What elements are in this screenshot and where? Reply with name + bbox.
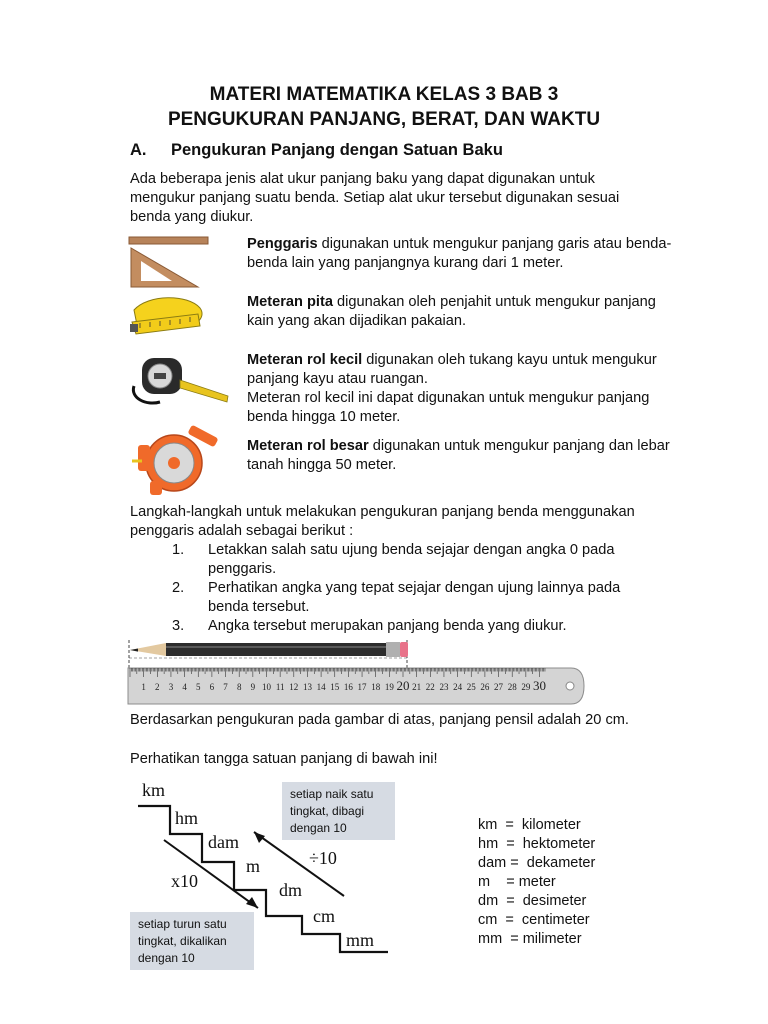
legend-item: hm = hektometer <box>478 836 596 852</box>
intro-paragraph <box>130 170 690 227</box>
ruler-number: 27 <box>494 682 504 692</box>
ruler-number: 17 <box>357 682 367 692</box>
step-text: Perhatikan angka yang tepat sejajar dengan ujung lainnya pada <box>208 580 621 596</box>
tool-line: tanah hingga 50 meter. <box>247 457 397 473</box>
tool-line: Meteran rol kecil ini dapat digunakan untuk mengukur panjang <box>247 390 650 406</box>
tool-text: digunakan oleh penjahit untuk mengukur panjang <box>332 294 656 310</box>
down-note-line: dengan 10 <box>138 951 195 965</box>
document-title-line1: MATERI MATEMATIKA KELAS 3 BAB 3 <box>209 84 559 105</box>
down-note-box <box>130 912 254 970</box>
up-note-box <box>282 782 395 840</box>
steel-ruler-icon <box>128 668 584 704</box>
tool-line: benda hingga 10 meter. <box>247 409 401 425</box>
ruler-number: 6 <box>209 682 215 692</box>
unit-km: km <box>142 780 166 800</box>
ruler-number: 16 <box>343 682 353 692</box>
section-heading: Pengukuran Panjang dengan Satuan Baku <box>171 141 503 159</box>
step-text: Angka tersebut merupakan panjang benda yang diukur. <box>208 618 567 634</box>
step-number: 3. <box>172 618 185 634</box>
ruler-number: 21 <box>412 682 422 692</box>
up-note-line: dengan 10 <box>290 821 347 835</box>
tool-name: Penggaris <box>247 236 318 252</box>
unit-dam: dam <box>208 832 239 852</box>
tool-line <box>247 235 717 254</box>
steps-intro-line: Langkah-langkah untuk melakukan pengukuran panjang benda menggunakan <box>130 504 635 520</box>
legend-item: cm = centimeter <box>478 912 590 928</box>
down-note-line: tingkat, dikalikan <box>138 934 227 948</box>
step-text: benda tersebut. <box>208 599 310 615</box>
unit-cm: cm <box>313 906 335 926</box>
ruler-number: 14 <box>316 682 326 692</box>
ruler-number: 13 <box>302 682 312 692</box>
unit-legend <box>478 816 595 949</box>
step-number: 2. <box>172 580 185 596</box>
ruler-number: 5 <box>196 682 201 692</box>
legend-item: km = kilometer <box>478 817 581 833</box>
up-note-line: setiap naik satu <box>290 787 374 801</box>
unit-mm: mm <box>346 930 375 950</box>
ruler-number: 20 <box>396 678 410 693</box>
section-letter: A. <box>130 141 147 159</box>
step-text: Letakkan salah satu ujung benda sejajar dengan angka 0 pada <box>208 542 615 558</box>
small-tape-measure-icon <box>128 350 232 410</box>
tool-line: panjang kayu atau ruangan. <box>247 371 428 387</box>
tool-small-roll-description <box>247 351 717 427</box>
ruler-number: 2 <box>155 682 160 692</box>
measuring-tape-icon <box>128 290 208 338</box>
ruler-number: 19 <box>384 682 394 692</box>
ruler-number: 18 <box>371 682 381 692</box>
tool-large-roll-description <box>247 437 717 475</box>
tool-tape-description <box>247 293 717 331</box>
tool-line: benda lain yang panjangnya kurang dari 1 meter. <box>247 255 564 271</box>
tool-name: Meteran rol kecil <box>247 352 363 368</box>
ruler-number: 22 <box>425 682 435 692</box>
tool-text: digunakan untuk mengukur panjang garis atau benda- <box>317 236 672 252</box>
ruler-number: 12 <box>289 682 299 692</box>
ruler-number: 8 <box>236 682 242 692</box>
large-tape-measure-icon <box>128 425 222 497</box>
tool-text: digunakan oleh tukang kayu untuk mengukur <box>362 352 657 368</box>
ruler-number: 23 <box>439 682 449 692</box>
ruler-number: 30 <box>533 678 546 693</box>
step-item <box>172 541 692 579</box>
legend-item: dam = dekameter <box>478 855 596 871</box>
tool-text: digunakan untuk mengukur panjang dan lebar <box>368 438 670 454</box>
ladder-intro: Perhatikan tangga satuan panjang di bawah ini! <box>130 751 438 767</box>
ruler-number: 29 <box>521 682 531 692</box>
up-note-line: tingkat, dibagi <box>290 804 365 818</box>
unit-dm: dm <box>279 880 303 900</box>
ruler-number: 3 <box>168 682 174 692</box>
step-number: 1. <box>172 542 185 558</box>
down-note-line: setiap turun satu <box>138 917 227 931</box>
unit-hm: hm <box>175 808 199 828</box>
ruler-set-square-icon <box>128 235 210 290</box>
document-title-line2: PENGUKURAN PANJANG, BERAT, DAN WAKTU <box>167 109 601 130</box>
tool-line <box>247 437 717 456</box>
tool-ruler-description <box>247 235 717 273</box>
legend-item: mm = milimeter <box>478 931 582 947</box>
ruler-number: 15 <box>330 682 340 692</box>
step-text: penggaris. <box>208 561 277 577</box>
legend-item: m = meter <box>478 874 556 890</box>
pencil-icon <box>130 642 408 657</box>
tool-line <box>247 351 717 370</box>
pencil-ruler-illustration <box>126 638 588 712</box>
ruler-number: 24 <box>453 682 463 692</box>
step-item <box>172 617 692 636</box>
ruler-number: 11 <box>275 682 285 692</box>
ruler-number: 7 <box>223 682 228 692</box>
ruler-number: 4 <box>182 682 187 692</box>
tool-name: Meteran pita <box>247 294 333 310</box>
ruler-number: 10 <box>262 682 271 692</box>
step-item <box>172 579 692 617</box>
steps-intro-line: penggaris adalah sebagai berikut : <box>130 523 354 539</box>
tool-name: Meteran rol besar <box>247 438 369 454</box>
ruler-number: 26 <box>480 682 490 692</box>
ruler-number: 28 <box>507 682 517 692</box>
steps-intro <box>130 503 710 541</box>
intro-line: Ada beberapa jenis alat ukur panjang baku yang dapat digunakan untuk <box>130 171 595 187</box>
intro-line: benda yang diukur. <box>130 209 254 225</box>
tool-line: kain yang akan dijadikan pakaian. <box>247 313 467 329</box>
measurement-result: Berdasarkan pengukuran pada gambar di atas, panjang pensil adalah 20 cm. <box>130 712 629 728</box>
ruler-number: 1 <box>141 682 146 692</box>
divide-label: ÷10 <box>309 848 337 868</box>
ruler-number: 25 <box>466 682 476 692</box>
intro-line: mengukur panjang suatu benda. Setiap alat ukur tersebut digunakan sesuai <box>130 190 620 206</box>
multiply-label: x10 <box>171 871 198 891</box>
ruler-number: 9 <box>250 682 256 692</box>
unit-m: m <box>246 856 261 876</box>
steps-list <box>172 541 692 636</box>
tool-line <box>247 293 717 312</box>
legend-item: dm = desimeter <box>478 893 587 909</box>
